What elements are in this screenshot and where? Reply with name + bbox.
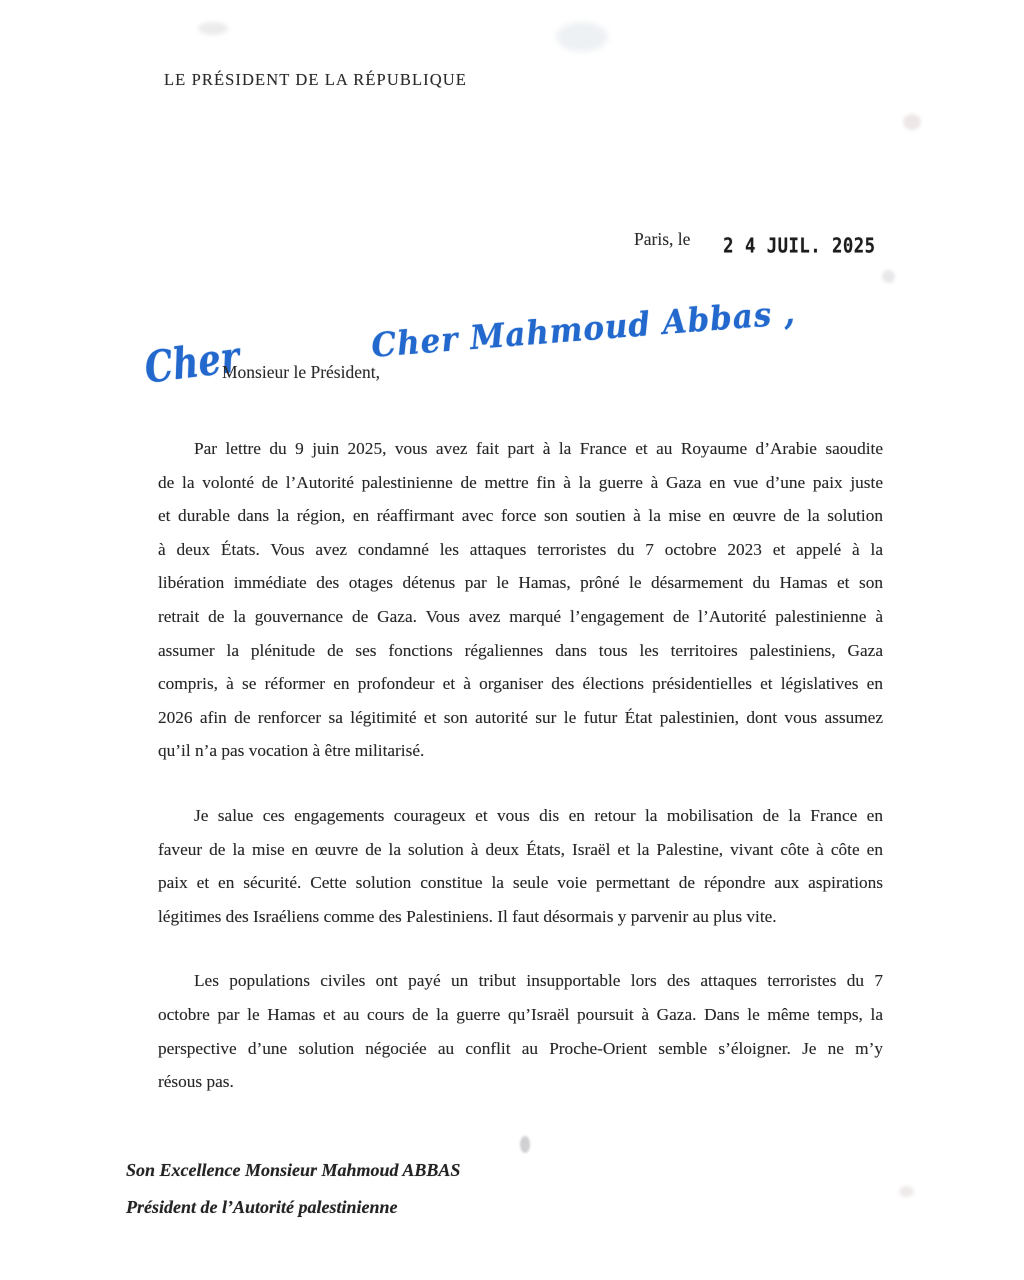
- paragraph-line: octobre par le Hamas et au cours de la guerre qu’Israël poursuit à Gaza. Dans le même temps, la: [158, 1004, 883, 1024]
- paragraph-line: Les populations civiles ont payé un tribut insupportable lors des attaques terroristes du 7: [194, 971, 883, 991]
- dateline: [634, 229, 879, 259]
- paragraph-line: à deux États. Vous avez condamné les attaques terroristes du 7 octobre 2023 et appelé à la: [158, 539, 883, 559]
- scan-smudge: [520, 1136, 530, 1153]
- paragraph-line: libération immédiate des otages détenus par le Hamas, prôné le désarmement du Hamas et son: [158, 573, 883, 593]
- paragraph-line: légitimes des Israéliens comme des Palestiniens. Il faut désormais y parvenir au plus vite.: [158, 906, 777, 926]
- paragraph-line: retrait de la gouvernance de Gaza. Vous avez marqué l’engagement de l’Autorité palestinienne à: [158, 606, 883, 626]
- paragraph-line: Je salue ces engagements courageux et vous dis en retour la mobilisation de la France en: [194, 805, 883, 825]
- paragraph-line: de la volonté de l’Autorité palestinienne de mettre fin à la guerre à Gaza en vue d’une paix juste: [158, 472, 883, 492]
- handwritten-salutation-note: Cher Mahmoud Abbas ,: [370, 292, 797, 365]
- letterhead-title: LE PRÉSIDENT DE LA RÉPUBLIQUE: [164, 70, 467, 89]
- paragraph-line: perspective d’une solution négociée au conflit au Proche-Orient semble s’éloigner. Je ne m’y: [158, 1038, 883, 1058]
- paragraph: [158, 964, 883, 1098]
- paragraph-line: faveur de la mise en œuvre de la solution à deux États, Israël et la Palestine, vivant côte à côte en: [158, 839, 883, 859]
- recipient-name: Son Excellence Monsieur Mahmoud ABBAS: [126, 1160, 461, 1180]
- paragraph: [158, 432, 883, 768]
- scan-smudge: [882, 270, 895, 283]
- letter-body: [158, 432, 883, 1130]
- paragraph-line: Par lettre du 9 juin 2025, vous avez fait part à la France et au Royaume d’Arabie saoudite: [194, 439, 883, 458]
- recipient-block: [126, 1152, 460, 1226]
- paragraph-line: paix et en sécurité. Cette solution constitue la seule voie permettant de répondre aux aspirations: [158, 873, 883, 893]
- paragraph-line: qu’il n’a pas vocation à être militarisé.: [158, 741, 425, 761]
- scan-smudge: [198, 22, 228, 35]
- paragraph-line: résous pas.: [158, 1072, 234, 1092]
- scan-smudge: [556, 22, 608, 52]
- paragraph: [158, 799, 883, 933]
- paragraph-line: assumer la plénitude de ses fonctions régaliennes dans tous les territoires palestiniens, Gaza: [158, 640, 883, 660]
- date-stamp: 2 4 JUIL. 2025: [723, 234, 876, 259]
- recipient-title: Président de l’Autorité palestinienne: [126, 1197, 398, 1217]
- scan-smudge: [899, 1186, 914, 1197]
- paragraph-line: 2026 afin de renforcer sa légitimité et son autorité sur le futur État palestinien, dont vous assumez: [158, 707, 883, 727]
- scan-smudge: [903, 114, 921, 130]
- paragraph-line: et durable dans la région, en réaffirmant avec force son soutien à la mise en œuvre de la solution: [158, 506, 883, 526]
- handwritten-margin-note: Cher: [142, 332, 243, 394]
- place-label: Paris, le: [634, 229, 691, 249]
- paragraph-line: compris, à se réformer en profondeur et à organiser des élections présidentielles et législatives en: [158, 674, 883, 694]
- salutation: Monsieur le Président,: [222, 362, 380, 382]
